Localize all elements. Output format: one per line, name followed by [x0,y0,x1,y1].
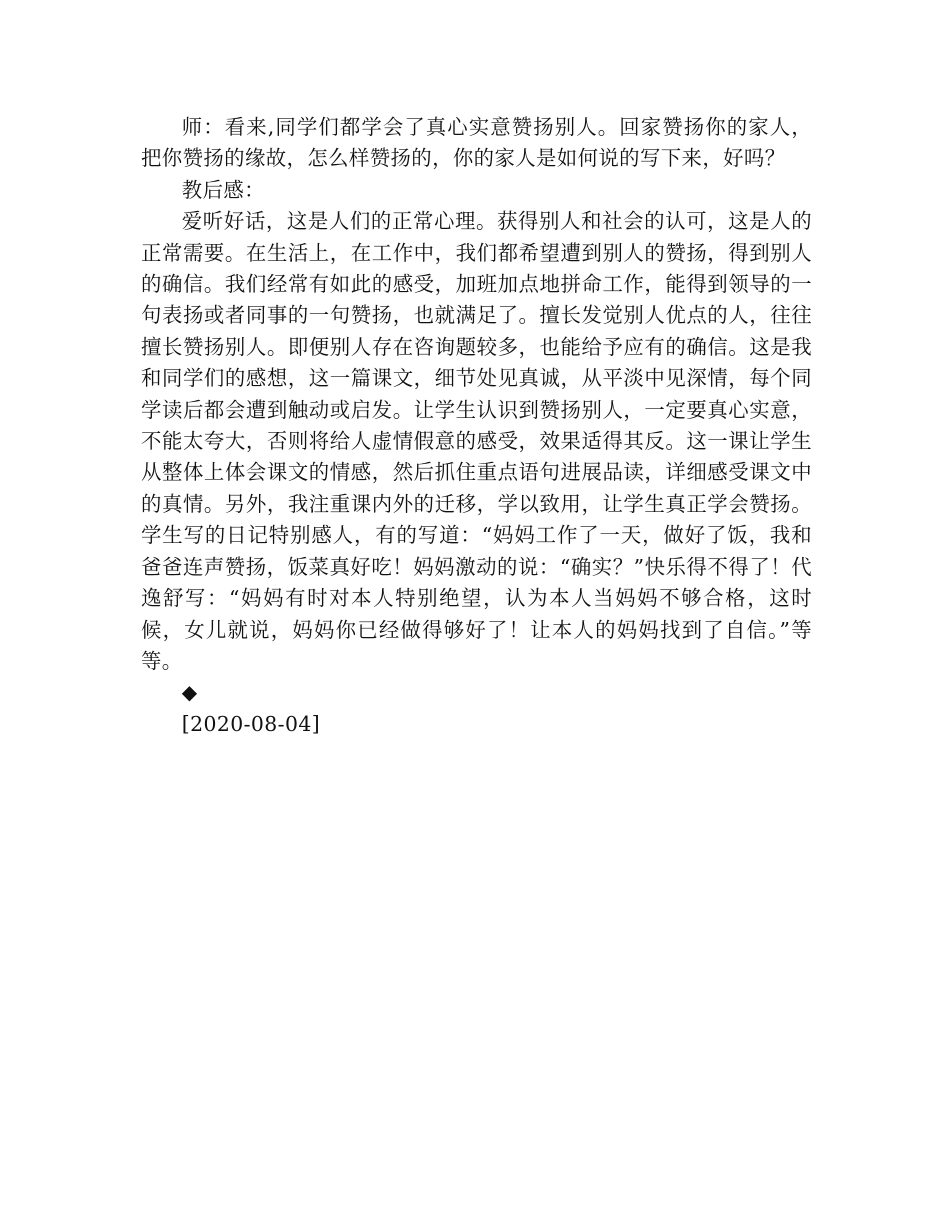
separator-line [141,677,812,708]
diamond-icon: ◆ [181,680,198,705]
document-page [141,112,812,740]
reflection-heading: 教后感： [181,177,265,202]
document-date: [2020-08-04] [181,711,321,736]
teacher-paragraph: 师：看来,同学们都学会了真心实意赞扬别人。回家赞扬你的家人，把你赞扬的缘故，怎么样赞扬的，你的家人是如何说的写下来，好吗？ [141,115,812,171]
reflection-paragraph: 爱听好话，这是人们的正常心理。获得别人和社会的认可，这是人的正常需要。在生活上，在工作中，我们都希望遭到别人的赞扬，得到别人的确信。我们经常有如此的感受，加班加点地拼命工作，能得到领导的一句表扬或者同事的一句赞扬，也就满足了。擅长发觉别人优点的人，往往擅长赞扬别人。即便别人存在咨询题较多，也能给予应有的确信。这是我和同学们的感想，这一篇课文，细节处见真诚，从平淡中见深情，每个同学读后都会遭到触动或启发。让学生认识到赞扬别人，一定要真心实意，不能太夸大，否则将给人虚情假意的感受，效果适得其反。这一课让学生从整体上体会课文的情感，然后抓住重点语句进展品读，详细感受课文中的真情。另外，我注重课内外的迁移，学以致用，让学生真正学会赞扬。学生写的日记特别感人，有的写道：“妈妈工作了一天，做好了饭，我和爸爸连声赞扬，饭菜真好吃！妈妈激动的说：“确实？”快乐得不得了！代逸舒写：“妈妈有时对本人特别绝望，认为本人当妈妈不够合格，这时候，女儿就说，妈妈你已经做得够好了！让本人的妈妈找到了自信。”等等。 [141,209,812,673]
